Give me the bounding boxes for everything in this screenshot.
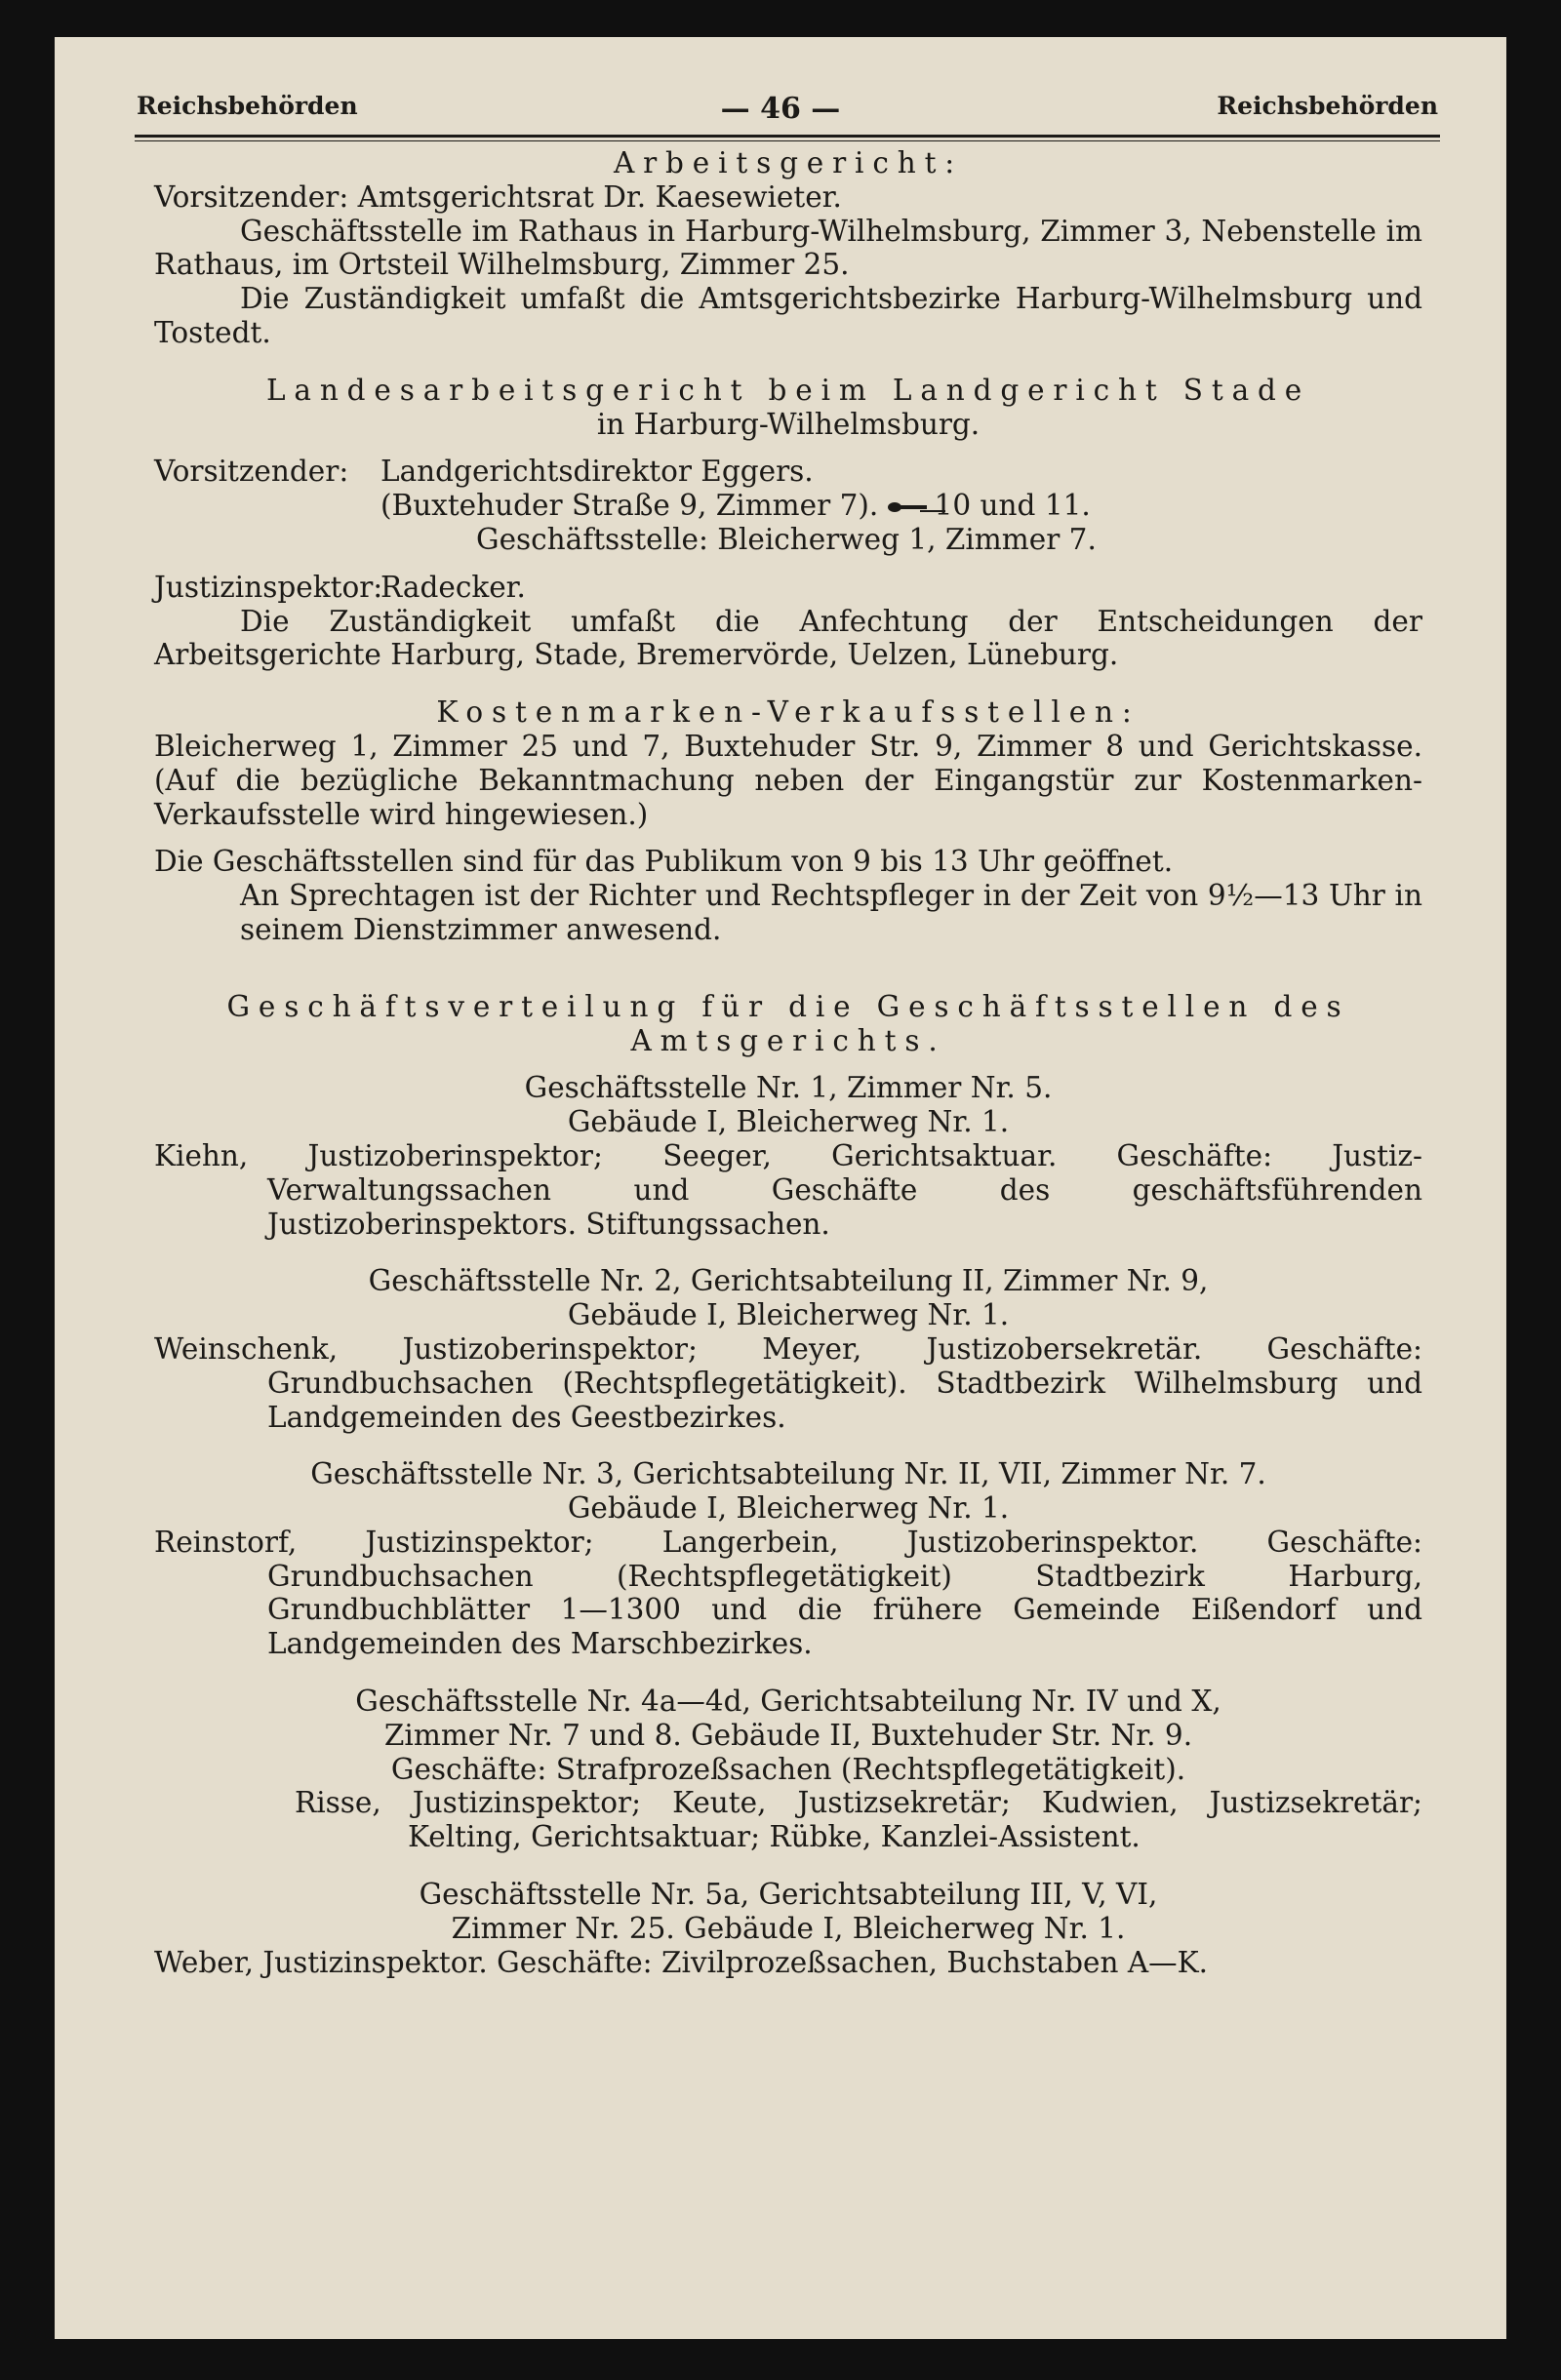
stelle-5-head: Geschäftsstelle Nr. 5a, Gerichtsabteilung III, V, VI, [419,1878,1158,1912]
stelle-2-building: Gebäude I, Bleicherweg Nr. 1. [567,1298,1010,1332]
arbeitsgericht-jurisdiction: Die Zuständigkeit umfaßt die Amtsgerichtsbezirke Harburg-Wilhelmsburg und Tostedt. [154,282,1422,349]
stelle-1-building: Gebäude I, Bleicherweg Nr. 1. [567,1105,1010,1139]
kostenmarken-title: Kostenmarken-Verkaufsstellen: [436,695,1141,730]
stelle-3-head: Geschäftsstelle Nr. 3, Gerichtsabteilung Nr. II, VII, Zimmer Nr. 7. [310,1457,1266,1491]
arbeitsgericht-office: Geschäftsstelle im Rathaus in Harburg-Wilhelmsburg, Zimmer 3, Nebenstelle im Rathaus, im Ortsteil Wilhelmsburg, Zimmer 25. [154,214,1422,282]
lag-jurisdiction: Die Zuständigkeit umfaßt die Anfechtung der Entscheidungen der Arbeitsgerichte Harburg, Stade, Bremervörde, Uelzen, Lüneburg. [154,604,1422,672]
stelle-2-head: Geschäftsstelle Nr. 2, Gerichtsabteilung II, Zimmer Nr. 9, [368,1264,1209,1298]
stelle-1-body: Kiehn, Justizoberinspektor; Seeger, Gerichtsaktuar. Geschäfte: Justiz-Verwaltungssachen und Geschäfte des geschäftsführenden Justizoberinspektors. Stiftungssachen. [154,1138,1422,1241]
telephone-hours-icon [888,499,927,515]
stelle-5-building: Zimmer Nr. 25. Gebäude I, Bleicherweg Nr. 1. [451,1911,1126,1945]
arbeitsgericht-chair [154,180,1422,215]
verteilung-subtitle: Amtsgerichts. [630,1023,946,1057]
lag-chair-address: (Buxtehuder Straße 9, Zimmer 7). [380,489,879,523]
lag-chair-hours: 10 und 11. [934,489,1091,523]
lag-chair-label: Vorsitzender: [154,455,349,489]
header-rule [135,135,1440,141]
document-page [55,37,1506,2339]
chair-label: Vorsitzender: [154,179,349,214]
arbeitsgericht-title: Arbeitsgericht: [613,146,964,179]
stelle-5-body: Weber, Justizinspektor. Geschäfte: Zivilprozeßsachen, Buchstaben A—K. [154,1945,1209,1979]
lag-inspector-label: Justizinspektor: [154,570,383,604]
opening-hours: Die Geschäftsstellen sind für das Publikum von 9 bis 13 Uhr geöffnet. [154,845,1174,879]
kostenmarken-body: Bleicherweg 1, Zimmer 25 und 7, Buxtehuder Str. 9, Zimmer 8 und Gerichtskasse. (Auf die bezügliche Bekanntmachung neben der Eingangstür zur Kostenmarken-Verkaufsstelle wird hingewiesen.) [154,729,1422,831]
stelle-3-building: Gebäude I, Bleicherweg Nr. 1. [567,1491,1010,1526]
stelle-2-body: Weinschenk, Justizoberinspektor; Meyer, Justizobersekretär. Geschäfte: Grundbuchsachen (Rechtspflegetätigkeit). Stadtbezirk Wilhelmsburg und Landgemeinden des Geestbezirkes. [154,1331,1422,1434]
page-body [154,146,1422,1979]
stelle-4-duties: Geschäfte: Strafprozeßsachen (Rechtspflegetätigkeit). [390,1752,1186,1786]
running-header-left: Reichsbehörden [137,92,358,120]
lag-chair-row [154,455,1422,489]
lag-office: Geschäftsstelle: Bleicherweg 1, Zimmer 7. [476,522,1097,556]
stelle-4-body: Risse, Justizinspektor; Keute, Justizsekretär; Kudwien, Justizsekretär; Kelting, Gerichtsaktuar; Rübke, Kanzlei-Assistent. [295,1786,1422,1854]
page-number: — 46 — [720,92,841,126]
running-header-right: Reichsbehörden [1217,92,1438,120]
lag-inspector-value: Radecker. [380,570,526,604]
verteilung-title: Geschäftsverteilung für die Geschäftsstellen des [226,989,1350,1023]
lag-chair-address-line [154,489,1422,523]
lag-chair-value: Landgerichtsdirektor Eggers. [380,455,814,489]
stelle-1-head: Geschäftsstelle Nr. 1, Zimmer Nr. 5. [524,1071,1053,1105]
landesarbeitsgericht-title: Landesarbeitsgericht beim Landgericht Stade [265,373,1311,407]
stelle-3-body: Reinstorf, Justizinspektor; Langerbein, Justizoberinspektor. Geschäfte: Grundbuchsachen (Rechtspflegetätigkeit) Stadtbezirk Harburg, Grundbuchblätter 1—1300 und die frühere Gemeinde Eißendorf und Landgemeinden des Marschbezirkes. [154,1525,1422,1661]
landesarbeitsgericht-location: in Harburg-Wilhelmsburg. [596,407,981,441]
lag-inspector-row [154,571,1422,605]
chair-value: Amtsgerichtsrat Dr. Kaesewieter. [357,179,842,214]
stelle-4-building: Zimmer Nr. 7 und 8. Gebäude II, Buxtehuder Str. Nr. 9. [383,1718,1193,1752]
consultation-hours: An Sprechtagen ist der Richter und Rechtspfleger in der Zeit von 9½—13 Uhr in seinem Dienstzimmer anwesend. [240,879,1422,946]
stelle-4-head: Geschäftsstelle Nr. 4a—4d, Gerichtsabteilung Nr. IV und X, [355,1685,1221,1719]
